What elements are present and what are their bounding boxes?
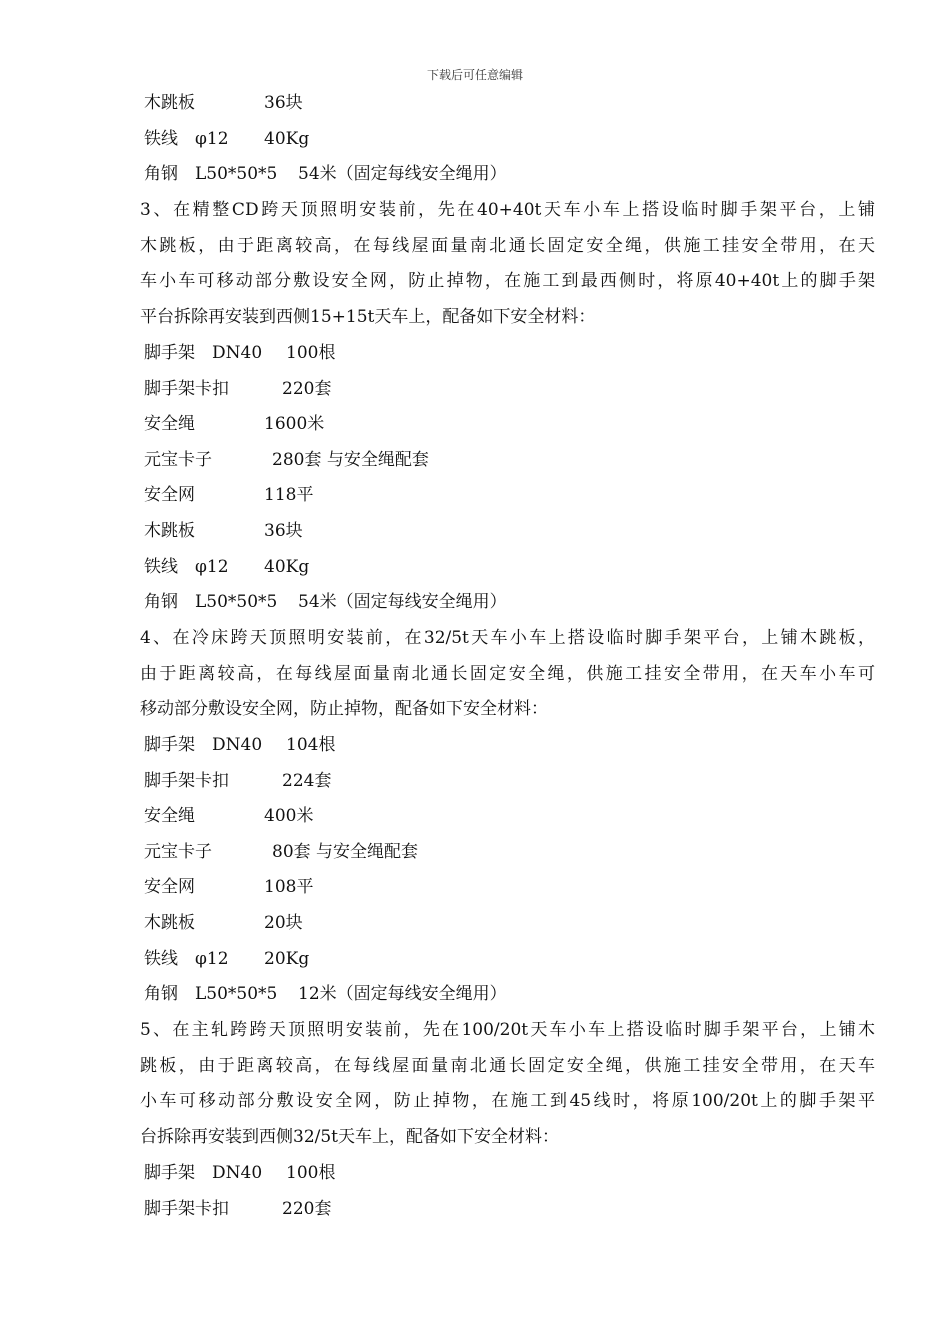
material-item: 角钢 L50*50*5 54米（固定每线安全绳用） — [144, 592, 507, 613]
material-item: 安全绳 1600米 — [144, 414, 325, 435]
paragraph-5: 5、在主轧跨跨天顶照明安装前，先在100/20t天车小车上搭设临时脚手架平台，上铺木 跳板，由于距离较高，在每线屋面量南北通长固定安全绳，供施工挂安全带用，在天车 小车可移动部分敷设安全网，防止掉物，在施工到45线时，将原100/20t上的脚手架平 台拆除再安装到西侧32/5t天车上，配备如下安全材料： — [140, 1019, 875, 1148]
paragraph-3: 3、在精整CD跨天顶照明安装前，先在40+40t天车小车上搭设临时脚手架平台，上铺 木跳板，由于距离较高，在每线屋面量南北通长固定安全绳，供施工挂安全带用，在天 车小车可移动部分敷设安全网，防止掉物，在施工到最西侧时，将原40+40t上的脚手架 平台拆除再安装到西侧15+15t天车上，配备如下安全材料： — [140, 199, 875, 328]
material-list-1 — [140, 86, 875, 193]
material-item: 脚手架 DN40 100根 — [144, 342, 336, 363]
material-list-4 — [140, 728, 875, 1013]
material-item: 木跳板 36块 — [144, 93, 303, 113]
material-item: 脚手架卡扣 220套 — [144, 378, 332, 399]
material-item: 元宝卡子 280套 与安全绳配套 — [144, 449, 429, 470]
material-item: 角钢 L50*50*5 54米（固定每线安全绳用） — [144, 164, 507, 185]
material-item: 铁线 φ12 40Kg — [144, 128, 310, 149]
material-item: 铁线 φ12 40Kg — [144, 556, 310, 577]
material-list-3 — [140, 336, 875, 621]
material-item: 木跳板 20块 — [144, 913, 303, 934]
material-item: 脚手架卡扣 220套 — [144, 1198, 332, 1219]
material-item: 安全网 118平 — [144, 485, 314, 506]
material-item: 木跳板 36块 — [144, 520, 303, 541]
material-item: 安全网 108平 — [144, 877, 314, 898]
material-item: 安全绳 400米 — [144, 806, 314, 827]
material-item: 元宝卡子 80套 与安全绳配套 — [144, 841, 419, 862]
material-item: 铁线 φ12 20Kg — [144, 948, 310, 969]
document-body — [140, 86, 875, 1227]
material-item: 脚手架 DN40 104根 — [144, 735, 336, 756]
material-item: 脚手架 DN40 100根 — [144, 1163, 336, 1184]
material-list-5 — [140, 1156, 875, 1227]
paragraph-4: 4、在冷床跨天顶照明安装前，在32/5t天车小车上搭设临时脚手架平台，上铺木跳板， 由于距离较高，在每线屋面量南北通长固定安全绳，供施工挂安全带用，在天车小车可 移动部分敷设安全网，防止掉物，配备如下安全材料： — [140, 627, 875, 720]
page-header: 下载后可任意编辑 — [426, 68, 523, 82]
material-item: 脚手架卡扣 224套 — [144, 770, 332, 791]
material-item: 角钢 L50*50*5 12米（固定每线安全绳用） — [144, 984, 507, 1005]
